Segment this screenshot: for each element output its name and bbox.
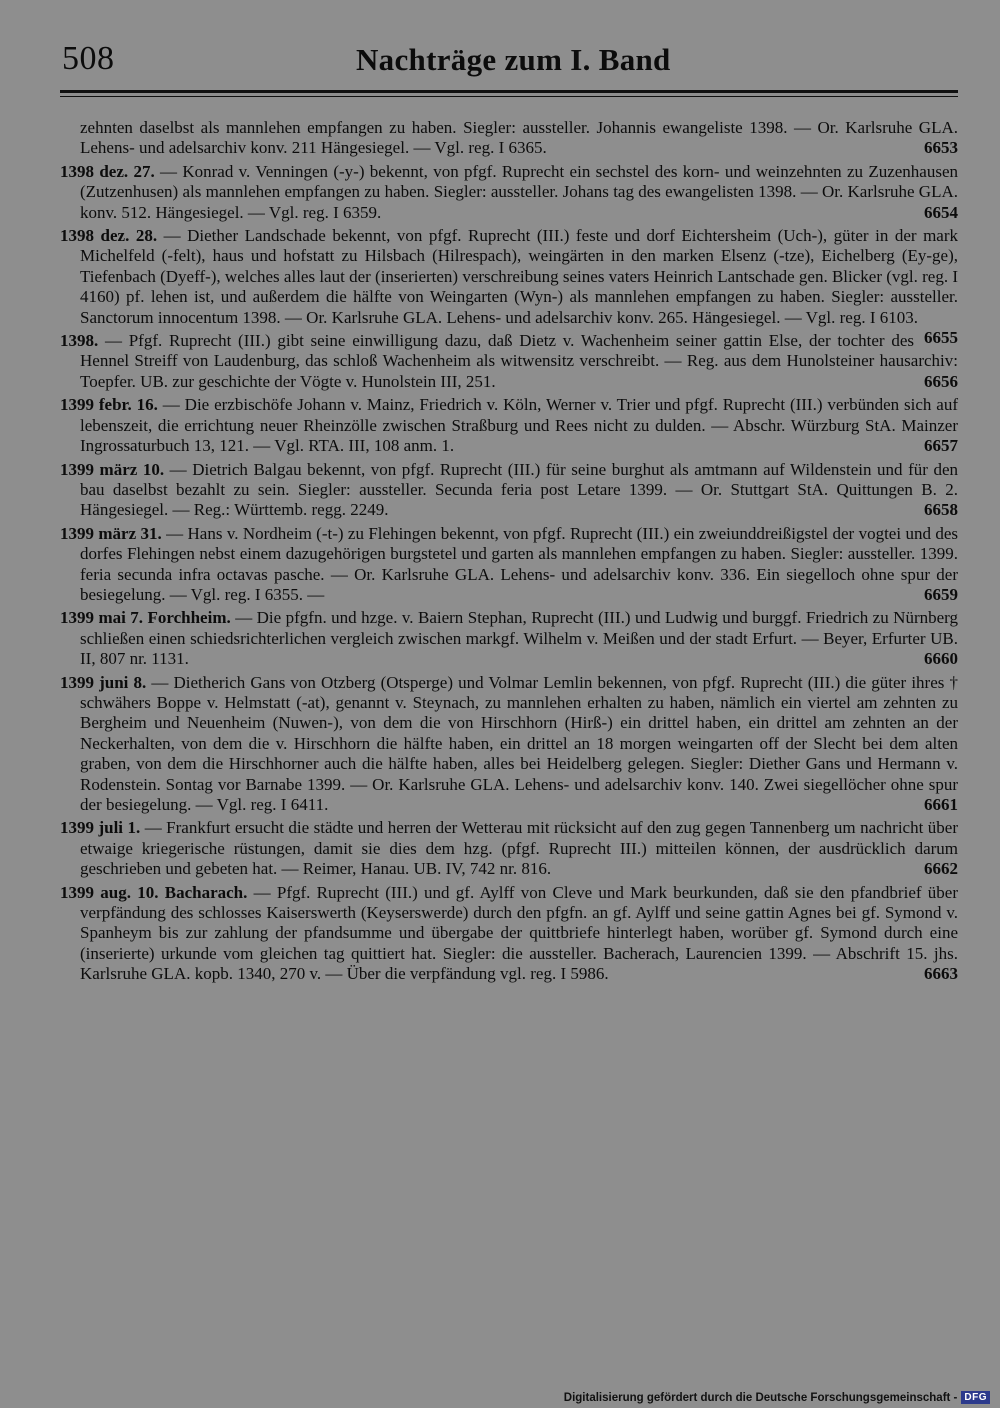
running-title: Nachträge zum I. Band	[356, 42, 671, 77]
entry-date: 1399 märz 31.	[60, 523, 162, 543]
entry-date: 1399 juni 8.	[60, 672, 147, 692]
regesta-body	[60, 118, 958, 988]
entry-place: Forchheim.	[143, 608, 231, 628]
regest-entry	[60, 226, 958, 348]
entry-date: 1398.	[60, 331, 99, 351]
regest-entry	[60, 162, 958, 223]
entry-text: — Dietherich Gans von Otzberg (Otsperge) und Volmar Lemlin bekennen, von pfgf. Ruprecht (III.) die güter ihres † schwähers Boppe v. Helmstatt (-at), genannt v. Steynach, zu mannlehen erhalten zu haben, nämlich ein viertel am zehnten zu Bergheim und Neuenheim (Nuwen-), von dem die von Hirschhorn (Hirß-) ein drittel haben, ein drittel am zehnten an der Neckerhalten, von dem die v. Hirschhorn die hälfte haben, ein drittel an 18 morgen weingarten off der Slecht bei dem alten graben, von dem die Hirschhorner auch die hälfte haben, alles bei Heidelberg gelegen. Siegler: Diether Gans und Hermann v. Rodenstein. Sontag vor Barnabe 1399. — Or. Karlsruhe GLA. Lehens- und adelsarchiv konv. 140. Zwei siegellöcher ohne spur der besiegelung. — Vgl. reg. I 6411.	[80, 672, 958, 814]
entry-text: — Konrad v. Venningen (-y-) bekennt, von pfgf. Ruprecht ein sechstel des korn- und weinzehnten zu Zuzenhausen (Zutzenhusen) als mannlehen empfangen zu haben. Siegler: aussteller. Johans tag des ewangelisten 1398. — Or. Karlsruhe GLA. konv. 512. Hängesiegel. — Vgl. reg. I 6359.	[80, 161, 959, 222]
footer-text: Digitalisierung gefördert durch die Deutsche Forschungsgemeinschaft -	[563, 1391, 958, 1404]
entry-number: 6656	[924, 371, 958, 391]
footer-credit	[564, 1391, 990, 1404]
entry-date: 1399 juli 1.	[60, 818, 141, 838]
entry-text: — Diether Landschade bekennt, von pfgf. Ruprecht (III.) feste und dorf Eichtersheim (Uch-), güter in der mark Michelfeld (-felt), haus und hofstatt zu Hilsbach (Hilrespach), weingärten in den marken Elsenz (-tze), Eichelberg (Ey-ge), Tiefenbach (Dyeff-), welches alles laut der (inserierten) verschreibung seines vaters Heinrich Lantschade gen. Blicker (vgl. reg. I 4160) pf. lehen ist, und außerdem die hälfte von Weingarten (Wyn-) als mannlehen empfangen zu haben. Siegler: aussteller. Sanctorum innocentum 1398. — Or. Karlsruhe GLA. Lehens- und adelsarchiv konv. 265. Hängesiegel. — Vgl. reg. I 6103.	[80, 226, 958, 327]
dfg-logo: DFG	[961, 1391, 990, 1404]
entry-number: 6663	[924, 964, 958, 984]
entry-list	[60, 162, 958, 985]
regest-entry	[60, 331, 958, 392]
entry-place: Bacharach.	[158, 882, 248, 902]
entry-number: 6655	[924, 328, 958, 348]
page-number: 508	[62, 40, 115, 77]
regest-entry	[60, 395, 958, 456]
regest-entry	[60, 524, 958, 606]
entry-text: — Pfgf. Ruprecht (III.) gibt seine einwilligung dazu, daß Dietz v. Wachenheim seiner gattin Else, der tochter des Hennel Streiff von Laudenburg, das schloß Wachenheim als witwensitz verschreibt. — Reg. aus dem Hunolsteiner hausarchiv: Toepfer. UB. zur geschichte der Vögte v. Hunolstein III, 251.	[80, 331, 958, 391]
entry-number: 6662	[924, 859, 958, 879]
entry-text: — Hans v. Nordheim (-t-) zu Flehingen bekennt, von pfgf. Ruprecht (III.) ein zweiunddreißigstel der vogtei und des dorfes Flehingen nebst einem dazugehörigen burgstetel und garten als mannlehen empfangen zu haben. Siegler: aussteller. 1399. feria secunda infra octavas pasche. — Or. Karlsruhe GLA. Lehens- und adelsarchiv konv. 336. Ein siegelloch ohne spur der besiegelung. — Vgl. reg. I 6355. —	[80, 523, 958, 604]
regest-entry	[60, 818, 958, 879]
entry-date: 1399 aug. 10.	[60, 882, 159, 902]
entry-date: 1399 febr. 16.	[60, 395, 158, 415]
entry-number: 6660	[924, 649, 958, 669]
header-rule-thick	[60, 90, 958, 93]
regest-entry	[60, 460, 958, 521]
entry-number: 6654	[924, 202, 958, 222]
entry-text: — Dietrich Balgau bekennt, von pfgf. Ruprecht (III.) für seine burghut als amtmann auf Wildenstein und für den bau daselbst bezahlt zu sein. Siegler: aussteller. Secunda feria post Letare 1399. — Or. Stuttgart StA. Quittungen B. 2. Hängesiegel. — Reg.: Württemb. regg. 2249.	[80, 459, 959, 520]
entry-date: 1398 dez. 27.	[60, 161, 155, 181]
continuation-entry	[60, 118, 958, 159]
entry-text: — Frankfurt ersucht die städte und herren der Wetterau mit rücksicht auf den zug gegen Tannenberg um nachricht über etwaige kriegerische rüstungen, damit sie dies dem hzg. (pfgf. Ruprecht III.) mitteilen können, der ausdrücklich darum geschrieben und gebeten hat. — Reimer, Hanau. UB. IV, 742 nr. 816.	[80, 818, 958, 879]
entry-date: 1399 märz 10.	[60, 459, 165, 479]
entry-number: 6661	[924, 795, 958, 814]
header-rule-thin	[60, 96, 958, 97]
entry-date: 1399 mai 7.	[60, 608, 144, 628]
entry-text: — Pfgf. Ruprecht (III.) und gf. Aylff von Cleve und Mark beurkunden, daß sie den pfandbrief über verpfändung des schlosses Kaiserswerth (Keyserswerde) durch den pfgfn. an gf. Aylff und seine gattin Agnes bei gf. Symond v. Spanheym bis zur zahlung der pfandsumme und übergabe der quittbriefe hinterlegt haben, worüber gf. Symond durch eine (inserierte) urkunde vom gleichen tag quittiert hat. Siegler: die aussteller. Bacherach, Laurencien 1399. — Abschrift 15. jhs. Karlsruhe GLA. kopb. 1340, 270 v. — Über die verpfändung vgl. reg. I 5986.	[80, 882, 958, 984]
regest-entry	[60, 883, 958, 985]
regest-entry	[60, 608, 958, 669]
entry-number: 6653	[924, 138, 958, 158]
entry-number: 6657	[924, 436, 958, 456]
entry-text: — Die erzbischöfe Johann v. Mainz, Friedrich v. Köln, Werner v. Trier und pfgf. Ruprecht (III.) verbünden sich auf lebenszeit, die errichtung neuer Rheinzölle zwischen Straßburg und Rees nicht zu dulden. — Abschr. Würzburg StA. Mainzer Ingrossaturbuch 13, 121. — Vgl. RTA. III, 108 anm. 1.	[80, 395, 958, 456]
page-header	[60, 36, 958, 84]
entry-text: — Die pfgfn. und hzge. v. Baiern Stephan, Ruprecht (III.) und Ludwig und burggf. Friedrich zu Nürnberg schließen einen schiedsrichterlichen vergleich zwischen markgf. Wilhelm v. Meißen und der stadt Erfurt. — Beyer, Erfurter UB. II, 807 nr. 1131.	[80, 608, 958, 669]
regest-entry	[60, 673, 958, 816]
entry-number: 6658	[924, 500, 958, 520]
entry-number: 6659	[924, 584, 958, 604]
entry-date: 1398 dez. 28.	[60, 226, 158, 246]
continuation-text: zehnten daselbst als mannlehen empfangen zu haben. Siegler: aussteller. Johannis ewangeliste 1398. — Or. Karlsruhe GLA. Lehens- und adelsarchiv konv. 211 Hängesiegel. — Vgl. reg. I 6365.	[80, 118, 958, 158]
